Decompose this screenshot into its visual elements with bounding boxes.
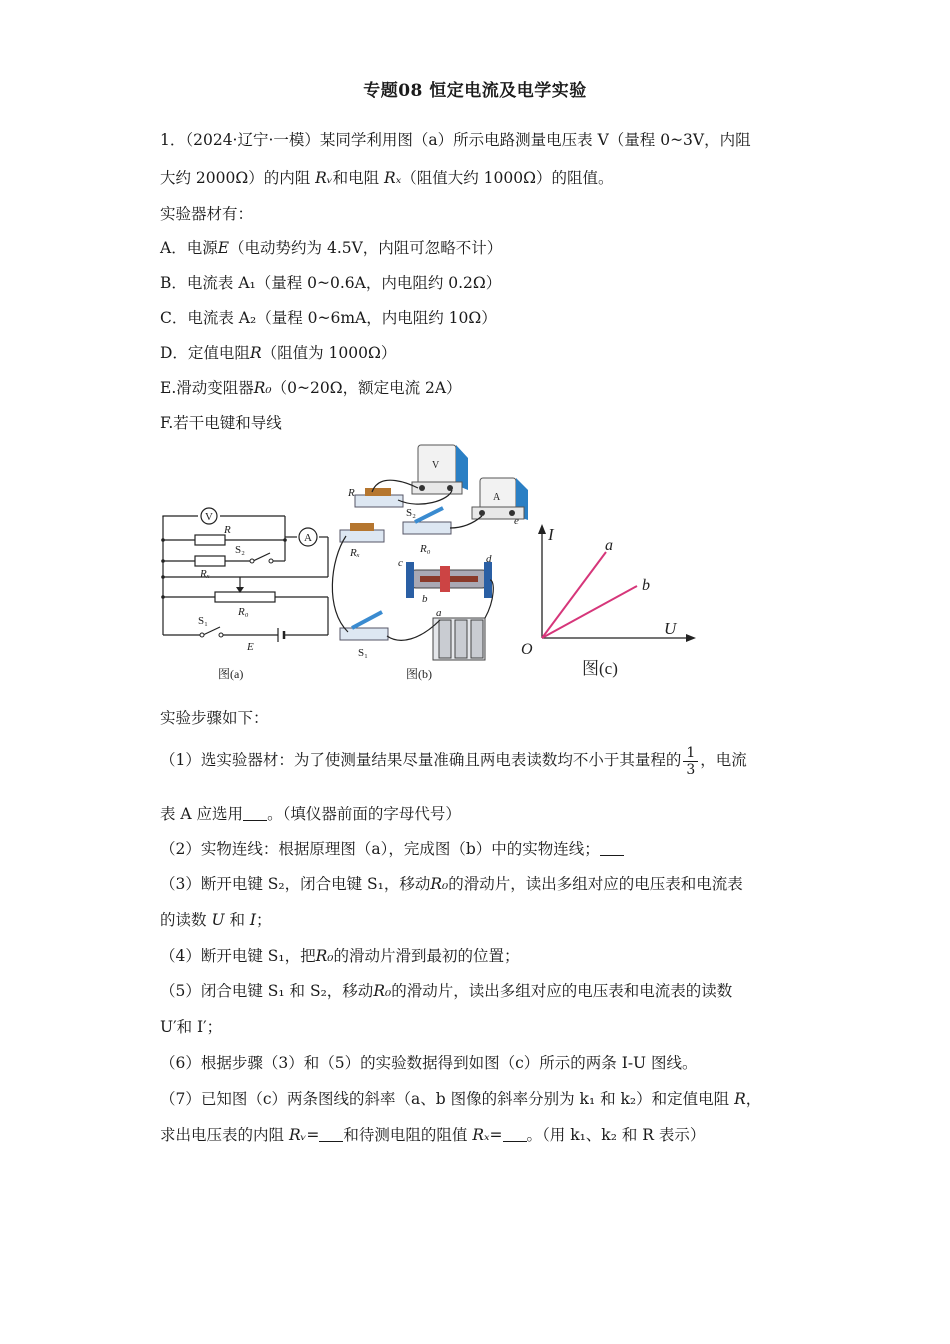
b-label-c: c [398,557,403,569]
label-r: R [224,524,231,536]
materials-title: 实验器材有： [160,205,254,223]
switch-contact [269,559,273,563]
step-5-line2: U′和 I′； [160,1018,223,1036]
option-d: D．定值电阻R（阻值为 1000Ω） [160,344,397,362]
step-3-line2: 的读数 U 和 I； [160,911,272,929]
q1-line2: 大约 2000Ω）的内阻 Rᵥ和电阻 Rₓ（阻值大约 1000Ω）的阻值。 [160,169,614,187]
step-3-line1: （3）断开电键 S₂，闭合电键 S₁，移动R₀的滑动片，读出多组对应的电压表和电流表 [160,875,743,893]
step-4: （4）断开电键 S₁，把R₀的滑动片滑到最初的位置； [160,947,520,965]
b-label-a: A [493,492,501,503]
answer-blank-rx[interactable] [503,1127,527,1142]
step-5-line1: （5）闭合电键 S₁ 和 S₂，移动R₀的滑动片，读出多组对应的电压表和电流表的读数 [160,982,733,1000]
line-label-b: b [642,577,650,594]
option-f: F.若干电键和导线 [160,414,282,432]
b-label-rx: Rₓ [350,547,360,559]
q1-line1: 1．（2024·辽宁·一模）某同学利用图（a）所示电路测量电压表 V（量程 0~3V，内阻 [160,131,751,149]
b-label-r: R [348,487,355,499]
junction-dot [161,559,165,563]
axis-label-i: I [548,525,554,544]
steps-title: 实验步骤如下： [160,709,269,727]
junction-dot [161,538,165,542]
axis-label-u: U [664,619,677,638]
figure-panel [150,440,800,690]
b-label-d: d [486,553,492,565]
b-label-s2: S₂ [406,507,416,519]
junction-dot [161,575,165,579]
b-label-e: e [514,515,519,527]
label-s2: S₂ [235,544,245,556]
step-1-line1: （1）选实验器材：为了使测量结果尽量准确且两电表读数均不小于其量程的 $\frac{1}{3}$ ，电流 [160,744,747,778]
option-e: E.滑动变阻器R₀（0~20Ω，额定电流 2A） [160,379,462,397]
switch-contact [219,633,223,637]
switch-contact [200,633,204,637]
step-2: （2）实物连线：根据原理图（a），完成图（b）中的实物连线； [160,837,624,859]
switch-contact [250,559,254,563]
label-e: E [247,641,254,653]
answer-blank-rv[interactable] [319,1127,343,1142]
caption-b: 图(b) [406,667,432,681]
answer-blank[interactable] [600,841,624,856]
step-7-line2: 求出电压表的内阻 Rᵥ= 和待测电阻的阻值 Rₓ= 。（用 k₁、k₂ 和 R 表示） [160,1126,706,1144]
step-1-line2: 表 A 应选用 。（填仪器前面的字母代号） [160,805,461,823]
step-6: （6）根据步骤（3）和（5）的实验数据得到如图（c）所示的两条 I-U 图线。 [160,1054,698,1072]
caption-c: 图(c) [582,659,618,678]
voltmeter-letter: V [205,511,213,523]
step-7-line1: （7）已知图（c）两条图线的斜率（a、b 图像的斜率分别为 k₁ 和 k₂）和定值电阻 R， [160,1090,762,1108]
junction-dot [283,538,287,542]
b-label-s1: S₁ [358,647,368,659]
ammeter-letter: A [304,532,312,544]
label-rx: Rₓ [200,568,210,580]
option-c: C．电流表 A₂（量程 0~6mA，内电阻约 10Ω） [160,309,497,327]
answer-blank[interactable] [243,806,267,821]
page-title: 专题08 恒定电流及电学实验 [363,81,587,101]
origin-label: O [521,641,533,658]
b-label-v: V [432,460,440,471]
caption-a: 图(a) [218,667,244,681]
b-label-a-terminal: a [436,607,442,619]
junction-dot [161,595,165,599]
b-label-r0: R₀ [420,543,431,555]
fraction-one-third: $\frac{1}{3}$ [683,745,698,778]
line-label-a: a [605,537,613,554]
option-a: A．电源E（电动势约为 4.5V，内阻可忽略不计） [160,239,503,257]
label-s1: S₁ [198,615,208,627]
b-label-b: b [422,593,428,605]
option-b: B．电流表 A₁（量程 0~0.6A，内电阻约 0.2Ω） [160,274,502,292]
label-r0: R₀ [238,606,249,618]
